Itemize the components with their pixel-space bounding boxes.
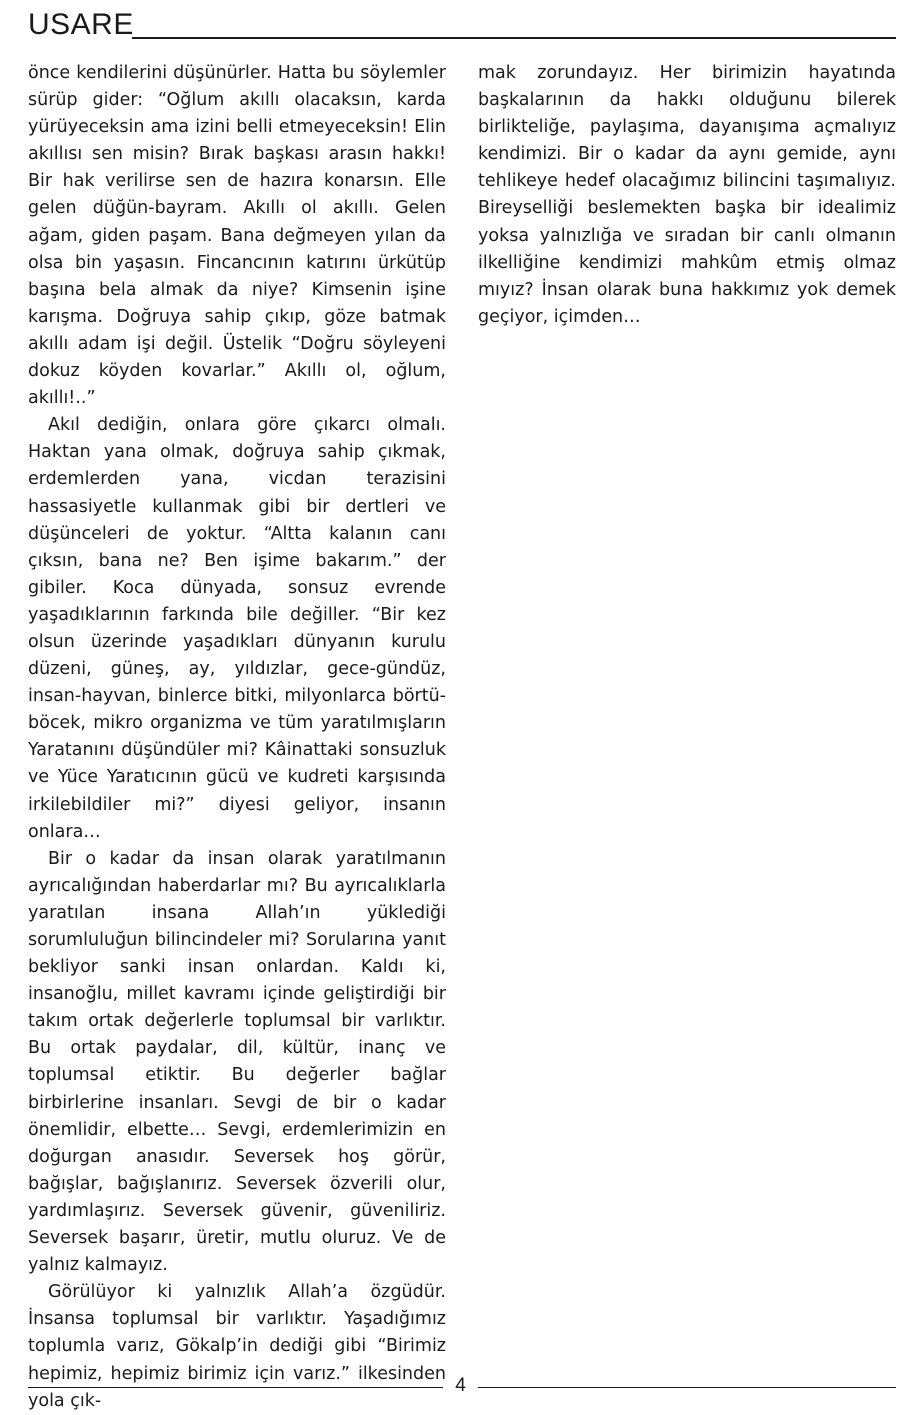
paragraph-1: önce kendilerini düşünürler. Hatta bu söylemler sürüp gider: “Oğlum akıllı olacaksın, karda yürüyeceksin ama izini belli etmeyeceksin! Elin akıllısı sen misin? Bırak başkası arasın hakkı! Bir hak verilirse sen de hazıra konarsın. Elle gelen düğün-bayram. Akıllı ol akıllı. Gelen ağam, giden paşam. Bana değmeyen yılan da olsa bin yaşasın. Fincancının katırını ürkütüp başına bela almak da niye? Kimsenin işine karışma. Doğruya sahip çıkıp, göze batmak akıllı adam işi değil. Üstelik “Doğru söyleyeni dokuz köyden kovarlar.” Akıllı ol, oğlum, akıllı!..” (28, 63, 446, 409)
magazine-title: USARE (28, 8, 134, 41)
paragraph-3: Bir o kadar da insan olarak yaratılmanın ayrıcalığından haberdarlar mı? Bu ayrıcalıklarla yaratılan insana Allah’ın yüklediği sorumluluğun bilincindeler mi? Sorularına yanıt bekliyor sanki insan onlardan. Kaldı ki, insanoğlu, millet kavramı içinde geliştirdiği bir takım ortak değerlerle toplumsal bir varlıktır. Bu ortak paydalar, dil, kültür, inanç ve toplumsal etiktir. Bu değerler bağlar birbirlerine insanları. Sevgi de bir o kadar önemlidir, elbette… Sevgi, erdemlerimizin en doğurgan anasıdır. Seversek hoş görür, bağışlar, bağışlanırız. Seversek özverili olur, yardımlaşırız. Seversek güvenir, güveniliriz. Seversek başarır, üretir, mutlu oluruz. Ve de yalnız kalmayız. (28, 848, 446, 1276)
paragraph-5: mak zorundayız. Her birimizin hayatında başkalarının da hakkı olduğunu bilerek birlikteliğe, paylaşıma, dayanışıma açmalıyız kendimizi. Bir o kadar da aynı gemide, aynı tehlikeye hedef olacağımız bilincini taşımalıyız. Bireyselliği beslemekten başka bir idealimiz yoksa yalnızlığa ve sıradan bir canlı olmanın ilkelliğine kendimizi mahkûm etmiş olmaz mıyız? İnsan olarak buna hakkımız yok demek geçiyor, içimden… (478, 63, 896, 327)
page-number: 4 (455, 1375, 466, 1396)
right-column (478, 60, 896, 331)
paragraph-2: Akıl dediğin, onlara göre çıkarcı olmalı. Haktan yana olmak, doğruya sahip çıkmak, erdemlerden yana, vicdan terazisini hassasiyetle kullanmak gibi bir dertleri ve düşünceleri de yoktur. “Altta kalanın canı çıksın, bana ne? Ben işime bakarım.” der gibiler. Koca dünyada, sonsuz evrende yaşadıklarının farkında bile değiller. “Bir kez olsun üzerinde yaşadıkları dünyanın kurulu düzeni, güneş, ay, yıldızlar, gece-gündüz, insan-hayvan, binlerce bitki, milyonlarca börtü-böcek, mikro organizma ve tüm yaratılmışların Yaratanını düşündüler mi? Kâinattaki sonsuzluk ve Yüce Yaratıcının gücü ve kudreti karşısında irkilebildiler mi?” diyesi geliyor, insanın onlara… (28, 415, 446, 842)
footer-rule-left (28, 1387, 443, 1388)
header-rule (132, 37, 896, 39)
page-footer (28, 1375, 896, 1399)
paragraph-4: Görülüyor ki yalnızlık Allah’a özgüdür. İnsansa toplumsal bir varlıktır. Yaşadığımız toplumla varız, Gökalp’in dediği gibi “Birimiz hepimiz, hepimiz birimiz için varız.” ilkesinden yola çık- (28, 1282, 446, 1411)
page-header (28, 6, 896, 40)
left-column (28, 60, 446, 1415)
footer-rule-right (478, 1387, 896, 1388)
